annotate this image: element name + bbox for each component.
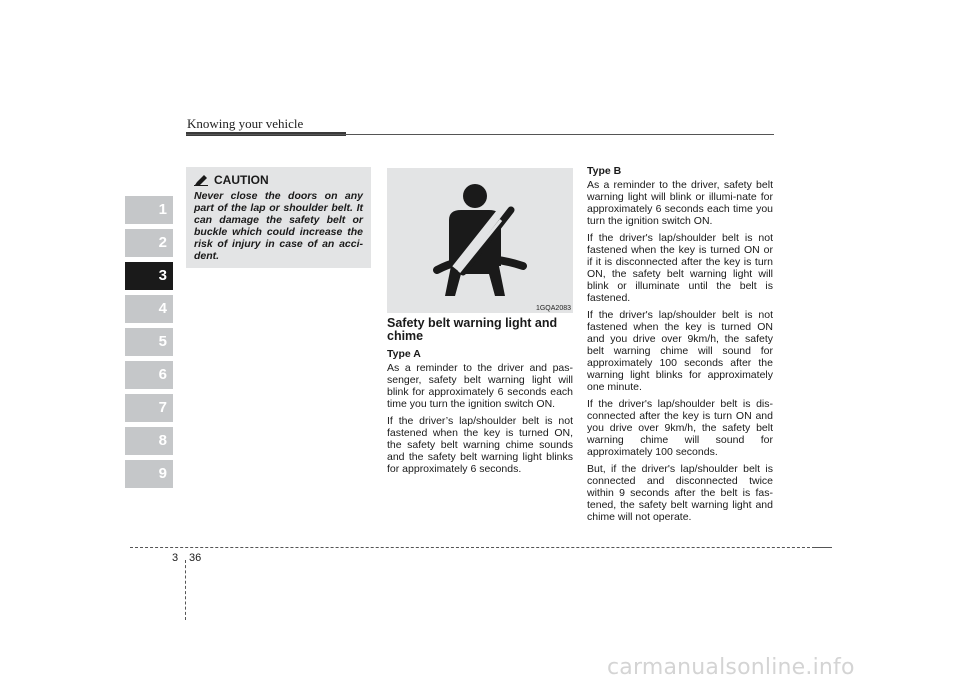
chapter-tab-6[interactable]: 6	[125, 361, 173, 389]
chapter-tab-7[interactable]: 7	[125, 394, 173, 422]
type-a-paragraph: If the driver’s lap/shoulder belt is not fastened when the key is turned ON, the safety belt warning chime sounds and the safety belt warning light blinks for approximately 6 seconds.	[387, 415, 573, 475]
page-number: 36	[189, 552, 202, 564]
chapter-tab-3[interactable]: 3	[125, 262, 173, 290]
footer-rule-end	[815, 547, 832, 548]
page-chapter-number: 3	[172, 552, 179, 564]
type-b-paragraph: If the driver's lap/shoulder belt is not fastened when the key is turned ON and you drive over 9km/h, the safety belt warning chime will sound for approximately 100 seconds after the warning light blinks for approximately one minute.	[587, 309, 773, 393]
type-b-paragraph: If the driver's lap/shoulder belt is not fastened when the key is turned ON or if it is disconnected after the key is turn ON, the safety belt warning light will blink or illuminate until the belt is fastened.	[587, 232, 773, 304]
type-b-paragraph: As a reminder to the driver, safety belt warning light will blink or illumi-nate for approximately 6 seconds each time you turn the ignition switch ON.	[587, 179, 773, 227]
chapter-tab-2[interactable]: 2	[125, 229, 173, 257]
type-b-paragraph: If the driver's lap/shoulder belt is dis-connected after the key is turn ON and you drive over 9km/h, the safety belt warning chime will sound for approximately 100 seconds.	[587, 398, 773, 458]
page-header-title: Knowing your vehicle	[187, 116, 304, 131]
type-b-paragraph: But, if the driver's lap/shoulder belt is connected and disconnected twice within 9 seconds after the belt is fas-tened, the safety belt warning light and chime will not operate.	[587, 463, 773, 523]
caution-text: Never close the doors on any part of the lap or shoulder belt. It can damage the safety belt or buckle which could increase the risk of injury in case of an acci-dent.	[194, 190, 363, 262]
chapter-tabs	[125, 196, 173, 493]
type-a-label: Type A	[387, 348, 421, 360]
footer-rule	[130, 547, 820, 548]
footer-divider	[185, 560, 186, 620]
type-b-label: Type B	[587, 165, 622, 177]
content-column-middle	[387, 317, 573, 480]
chapter-tab-5[interactable]: 5	[125, 328, 173, 356]
content-column-right	[587, 165, 773, 528]
chapter-tab-9[interactable]: 9	[125, 460, 173, 488]
caution-title: CAUTION	[214, 173, 269, 187]
chapter-tab-8[interactable]: 8	[125, 427, 173, 455]
seatbelt-warning-icon	[423, 180, 535, 300]
header-rule	[186, 134, 774, 135]
chapter-tab-4[interactable]: 4	[125, 295, 173, 323]
section-title: Safety belt warning light and chime	[387, 316, 558, 343]
seatbelt-figure	[387, 168, 573, 313]
figure-code: 1GQA2083	[535, 305, 571, 312]
pencil-icon	[194, 175, 208, 186]
caution-box	[186, 167, 371, 268]
type-a-paragraph: As a reminder to the driver and pas-senger, safety belt warning light will blink for approximately 6 seconds each time you turn the ignition switch ON.	[387, 362, 573, 410]
chapter-tab-1[interactable]: 1	[125, 196, 173, 224]
caution-heading	[194, 173, 363, 187]
watermark: carmanualsonline.info	[607, 655, 855, 680]
